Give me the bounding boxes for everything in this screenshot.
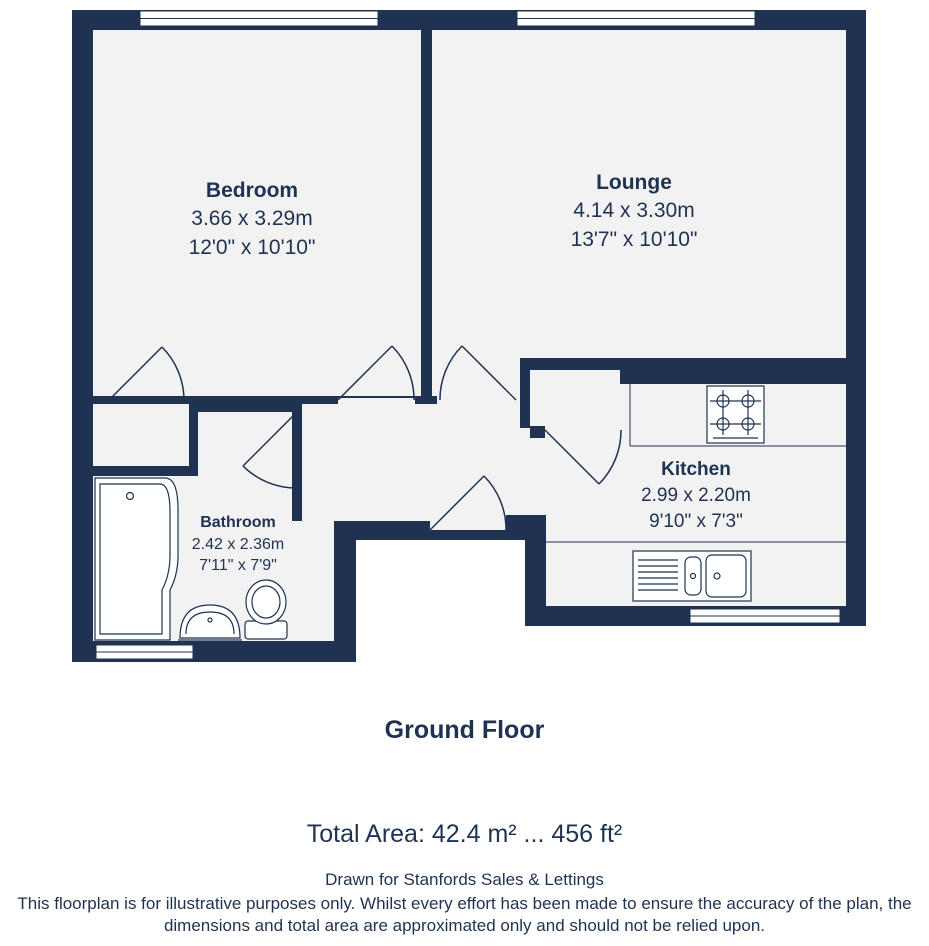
bathroom-name: Bathroom	[200, 514, 276, 531]
bedroom-name: Bedroom	[205, 179, 299, 202]
closet-floor	[93, 404, 189, 466]
bathroom-label	[192, 514, 285, 574]
total-area: Total Area: 42.4 m² ... 456 ft²	[306, 820, 623, 848]
toilet-icon	[245, 580, 287, 639]
disclaimer: This floorplan is for illustrative purposes only. Whilst every effort has been made to ensure the accuracy of the plan, the dimensions and total area are approximated only and should not be relied upon.	[17, 894, 912, 935]
lounge-dim-ft: 13'7" x 10'10"	[570, 228, 698, 251]
hob-icon	[707, 386, 764, 443]
kitchen-dim-ft: 9'10" x 7'3"	[649, 511, 743, 532]
kitchen-name: Kitchen	[661, 459, 731, 480]
lounge-floor	[432, 30, 846, 358]
drawn-for: Drawn for Stanfords Sales & Lettings	[325, 870, 604, 889]
bath-icon	[95, 478, 178, 640]
bathroom-dim-m: 2.42 x 2.36m	[191, 536, 285, 553]
bedroom-label	[189, 179, 316, 259]
lounge-dim-m: 4.14 x 3.30m	[573, 199, 695, 222]
kitchen-dim-m: 2.99 x 2.20m	[641, 485, 751, 506]
floor-title: Ground Floor	[384, 716, 545, 744]
bedroom-dim-m: 3.66 x 3.29m	[191, 207, 313, 230]
bedroom-dim-ft: 12'0" x 10'10"	[188, 236, 316, 259]
lounge-name: Lounge	[596, 171, 672, 194]
sink-icon	[633, 551, 751, 601]
bathroom-dim-ft: 7'11" x 7'9"	[199, 557, 277, 574]
